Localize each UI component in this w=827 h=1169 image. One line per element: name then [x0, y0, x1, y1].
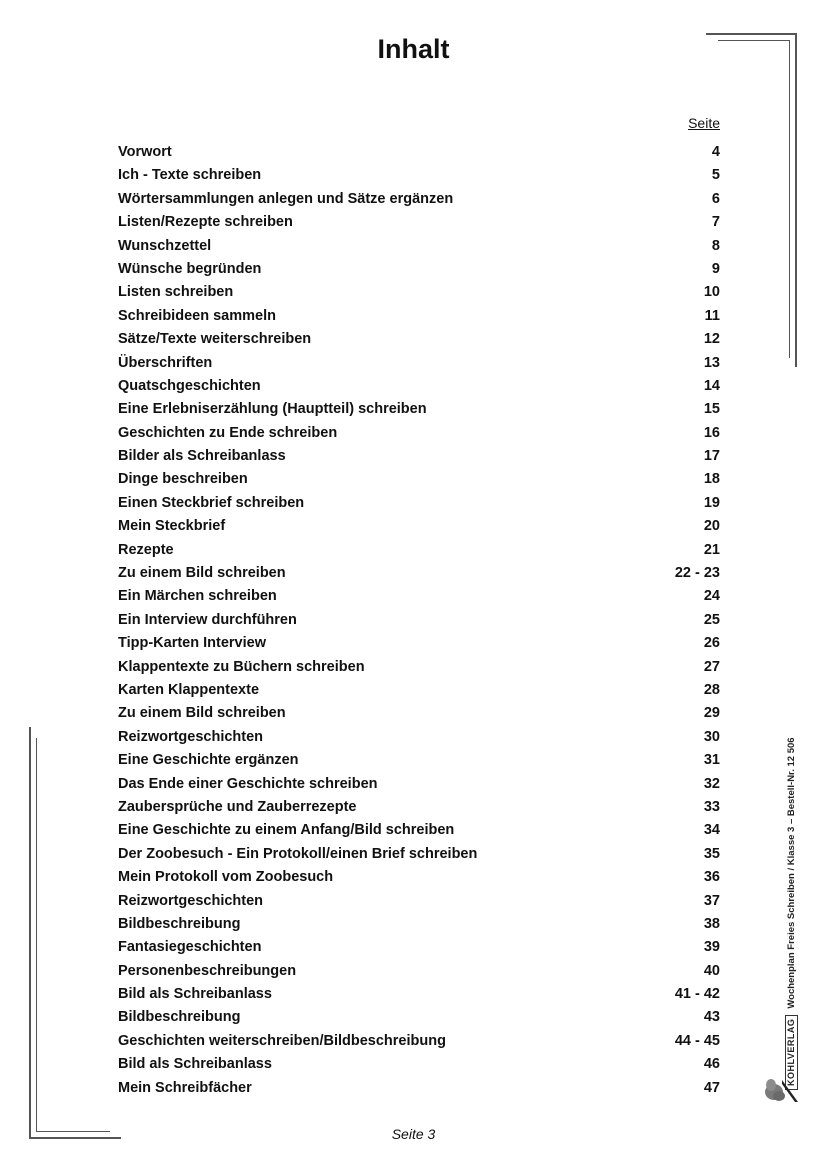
- toc-entry-title: Bilder als Schreibanlass: [118, 448, 286, 465]
- toc-entry-page: 31: [703, 752, 720, 769]
- toc-entry-title: Geschichten weiterschreiben/Bildbeschreibung: [118, 1032, 446, 1049]
- toc-entry-title: Quatschgeschichten: [118, 377, 261, 394]
- toc-entry: [118, 281, 720, 304]
- toc-entry-page: 26: [703, 635, 720, 652]
- toc-entry: [118, 375, 720, 398]
- toc-entry: [118, 1077, 720, 1100]
- toc-entry-page: 7: [711, 214, 720, 231]
- toc-entry: [118, 913, 720, 936]
- toc-entry-title: Eine Geschichte zu einem Anfang/Bild schreiben: [118, 822, 455, 839]
- toc-entry: [118, 1030, 720, 1053]
- toc-entry-title: Wunschzettel: [118, 237, 212, 254]
- toc-entry-title: Der Zoobesuch - Ein Protokoll/einen Brief schreiben: [118, 845, 478, 862]
- toc-entry: [118, 749, 720, 772]
- toc-entry-page: 41 - 42: [674, 986, 720, 1003]
- toc-entry-page: 36: [703, 869, 720, 886]
- side-imprint: [785, 737, 798, 1090]
- toc-entry-title: Personenbeschreibungen: [118, 962, 297, 979]
- toc-entry: [118, 492, 720, 515]
- toc-entry: [118, 609, 720, 632]
- page-column-label: Seite: [688, 115, 720, 131]
- toc-entry-title: Mein Schreibfächer: [118, 1079, 252, 1096]
- toc-entry: [118, 445, 720, 468]
- toc-entry: [118, 819, 720, 842]
- frame-bottom-left-inner-vertical: [36, 738, 37, 1131]
- toc-entry-title: Reizwortgeschichten: [118, 892, 264, 909]
- toc-entry-title: Listen schreiben: [118, 284, 234, 301]
- toc-entry: [118, 422, 720, 445]
- toc-entry-page: 44 - 45: [674, 1032, 720, 1049]
- toc-entry-title: Reizwortgeschichten: [118, 728, 264, 745]
- toc-entry-page: 25: [703, 611, 720, 628]
- toc-entry-title: Das Ende einer Geschichte schreiben: [118, 775, 378, 792]
- toc-entry: [118, 679, 720, 702]
- toc-entry: [118, 1006, 720, 1029]
- toc-entry-title: Dinge beschreiben: [118, 471, 248, 488]
- toc-entry: [118, 843, 720, 866]
- toc-entry: [118, 632, 720, 655]
- toc-entry: [118, 585, 720, 608]
- toc-entry: [118, 235, 720, 258]
- toc-entry-page: 38: [703, 915, 720, 932]
- toc-entry-page: 33: [703, 798, 720, 815]
- toc-entry-page: 12: [703, 331, 720, 348]
- page-title: Inhalt: [377, 34, 450, 64]
- toc-entry-page: 20: [703, 518, 720, 535]
- toc-entry-page: 17: [703, 448, 720, 465]
- publisher-logo-icon: [762, 1072, 802, 1104]
- toc-entry-title: Listen/Rezepte schreiben: [118, 214, 293, 231]
- page-footer: Seite 3: [391, 1126, 436, 1142]
- toc-entry-title: Tipp-Karten Interview: [118, 635, 266, 652]
- toc-entry: [118, 352, 720, 375]
- toc-entry-title: Karten Klappentexte: [118, 681, 260, 698]
- toc-entry-title: Zaubersprüche und Zauberrezepte: [118, 798, 357, 815]
- toc-entry: [118, 983, 720, 1006]
- toc-entry: [118, 773, 720, 796]
- frame-bottom-left-outer-vertical: [29, 727, 31, 1139]
- toc-entry-page: 18: [703, 471, 720, 488]
- toc-entry: [118, 960, 720, 983]
- toc-entry: [118, 211, 720, 234]
- toc-entry: [118, 468, 720, 491]
- toc-entry: [118, 398, 720, 421]
- toc-entry-page: 8: [711, 237, 720, 254]
- toc-entry: [118, 188, 720, 211]
- toc-entry-title: Bildbeschreibung: [118, 915, 241, 932]
- toc-entry: [118, 141, 720, 164]
- toc-entry: [118, 936, 720, 959]
- toc-entry-page: 46: [703, 1056, 720, 1073]
- toc-entry-title: Schreibideen sammeln: [118, 307, 276, 324]
- toc-entry-page: 40: [703, 962, 720, 979]
- toc-entry-page: 4: [711, 144, 720, 160]
- toc-entry-title: Mein Protokoll vom Zoobesuch: [118, 869, 334, 886]
- toc-entry-title: Zu einem Bild schreiben: [118, 565, 286, 582]
- frame-top-right-inner-vertical: [789, 40, 790, 358]
- toc-entry-title: Bildbeschreibung: [118, 1009, 241, 1026]
- toc-entry-title: Klappentexte zu Büchern schreiben: [118, 658, 365, 675]
- toc-entry-title: Eine Geschichte ergänzen: [118, 752, 299, 769]
- toc-entry: [118, 562, 720, 585]
- toc-entry-page: 43: [703, 1009, 720, 1026]
- toc-entry-title: Ein Märchen schreiben: [118, 588, 277, 605]
- toc-entry-page: 15: [703, 401, 720, 418]
- toc-entry-title: Sätze/Texte weiterschreiben: [118, 331, 312, 348]
- toc-entry-title: Wörtersammlungen anlegen und Sätze ergänzen: [118, 190, 454, 207]
- toc-entry-title: Überschriften: [118, 354, 213, 371]
- toc-entry: [118, 515, 720, 538]
- toc-entry-page: 13: [703, 354, 720, 371]
- toc-entry-page: 22 - 23: [674, 565, 720, 582]
- toc-entry-page: 6: [711, 190, 720, 207]
- toc-entry-title: Vorwort: [118, 144, 172, 160]
- toc-entry-title: Bild als Schreibanlass: [118, 986, 272, 1003]
- toc-entry-page: 14: [703, 377, 720, 394]
- toc-entry-title: Eine Erlebniserzählung (Hauptteil) schreiben: [118, 401, 427, 418]
- toc-entry-title: Geschichten zu Ende schreiben: [118, 424, 338, 441]
- toc-entry-page: 9: [711, 260, 720, 277]
- toc-entry: [118, 656, 720, 679]
- imprint-text: Wochenplan Freies Schreiben / Klasse 3 – Bestell-Nr. 12 506: [786, 737, 797, 1009]
- toc-entry-page: 32: [703, 775, 720, 792]
- toc-entry-title: Bild als Schreibanlass: [118, 1056, 272, 1073]
- toc-entry-page: 47: [703, 1079, 720, 1096]
- toc-entry: [118, 866, 720, 889]
- toc-entry: [118, 328, 720, 351]
- toc-entry-page: 29: [703, 705, 720, 722]
- toc-entry-page: 10: [703, 284, 720, 301]
- toc-entry-page: 27: [703, 658, 720, 675]
- toc-entry-title: Einen Steckbrief schreiben: [118, 494, 305, 511]
- toc-entry-title: Mein Steckbrief: [118, 518, 226, 535]
- toc-entry-page: 30: [703, 728, 720, 745]
- toc-entry: [118, 1053, 720, 1076]
- toc-entry: [118, 164, 720, 187]
- toc-entry-page: 19: [703, 494, 720, 511]
- toc-entry: [118, 702, 720, 725]
- frame-top-right-outer-vertical: [795, 33, 797, 367]
- toc-entry-title: Zu einem Bild schreiben: [118, 705, 286, 722]
- toc-entry-page: 37: [703, 892, 720, 909]
- toc-entry-title: Fantasiegeschichten: [118, 939, 262, 956]
- toc-entry-title: Rezepte: [118, 541, 174, 558]
- toc-entry-page: 11: [704, 307, 720, 324]
- toc-entry-page: 28: [703, 681, 720, 698]
- toc-entry-page: 34: [703, 822, 720, 839]
- toc-entry-title: Ein Interview durchführen: [118, 611, 297, 628]
- toc-entry-page: 35: [703, 845, 720, 862]
- toc-entry: [118, 305, 720, 328]
- toc-entry: [118, 890, 720, 913]
- toc-entry-page: 21: [703, 541, 720, 558]
- toc-entry: [118, 258, 720, 281]
- toc-entry: [118, 796, 720, 819]
- toc-entry-page: 39: [703, 939, 720, 956]
- table-of-contents: [118, 141, 720, 1100]
- toc-entry-page: 5: [711, 167, 720, 184]
- toc-entry-page: 16: [703, 424, 720, 441]
- toc-entry: [118, 726, 720, 749]
- toc-entry-title: Wünsche begründen: [118, 260, 262, 277]
- toc-entry-page: 24: [703, 588, 720, 605]
- toc-entry: [118, 539, 720, 562]
- toc-entry-title: Ich - Texte schreiben: [118, 167, 262, 184]
- publisher-logo-text: KOHLVERLAG: [785, 1015, 798, 1090]
